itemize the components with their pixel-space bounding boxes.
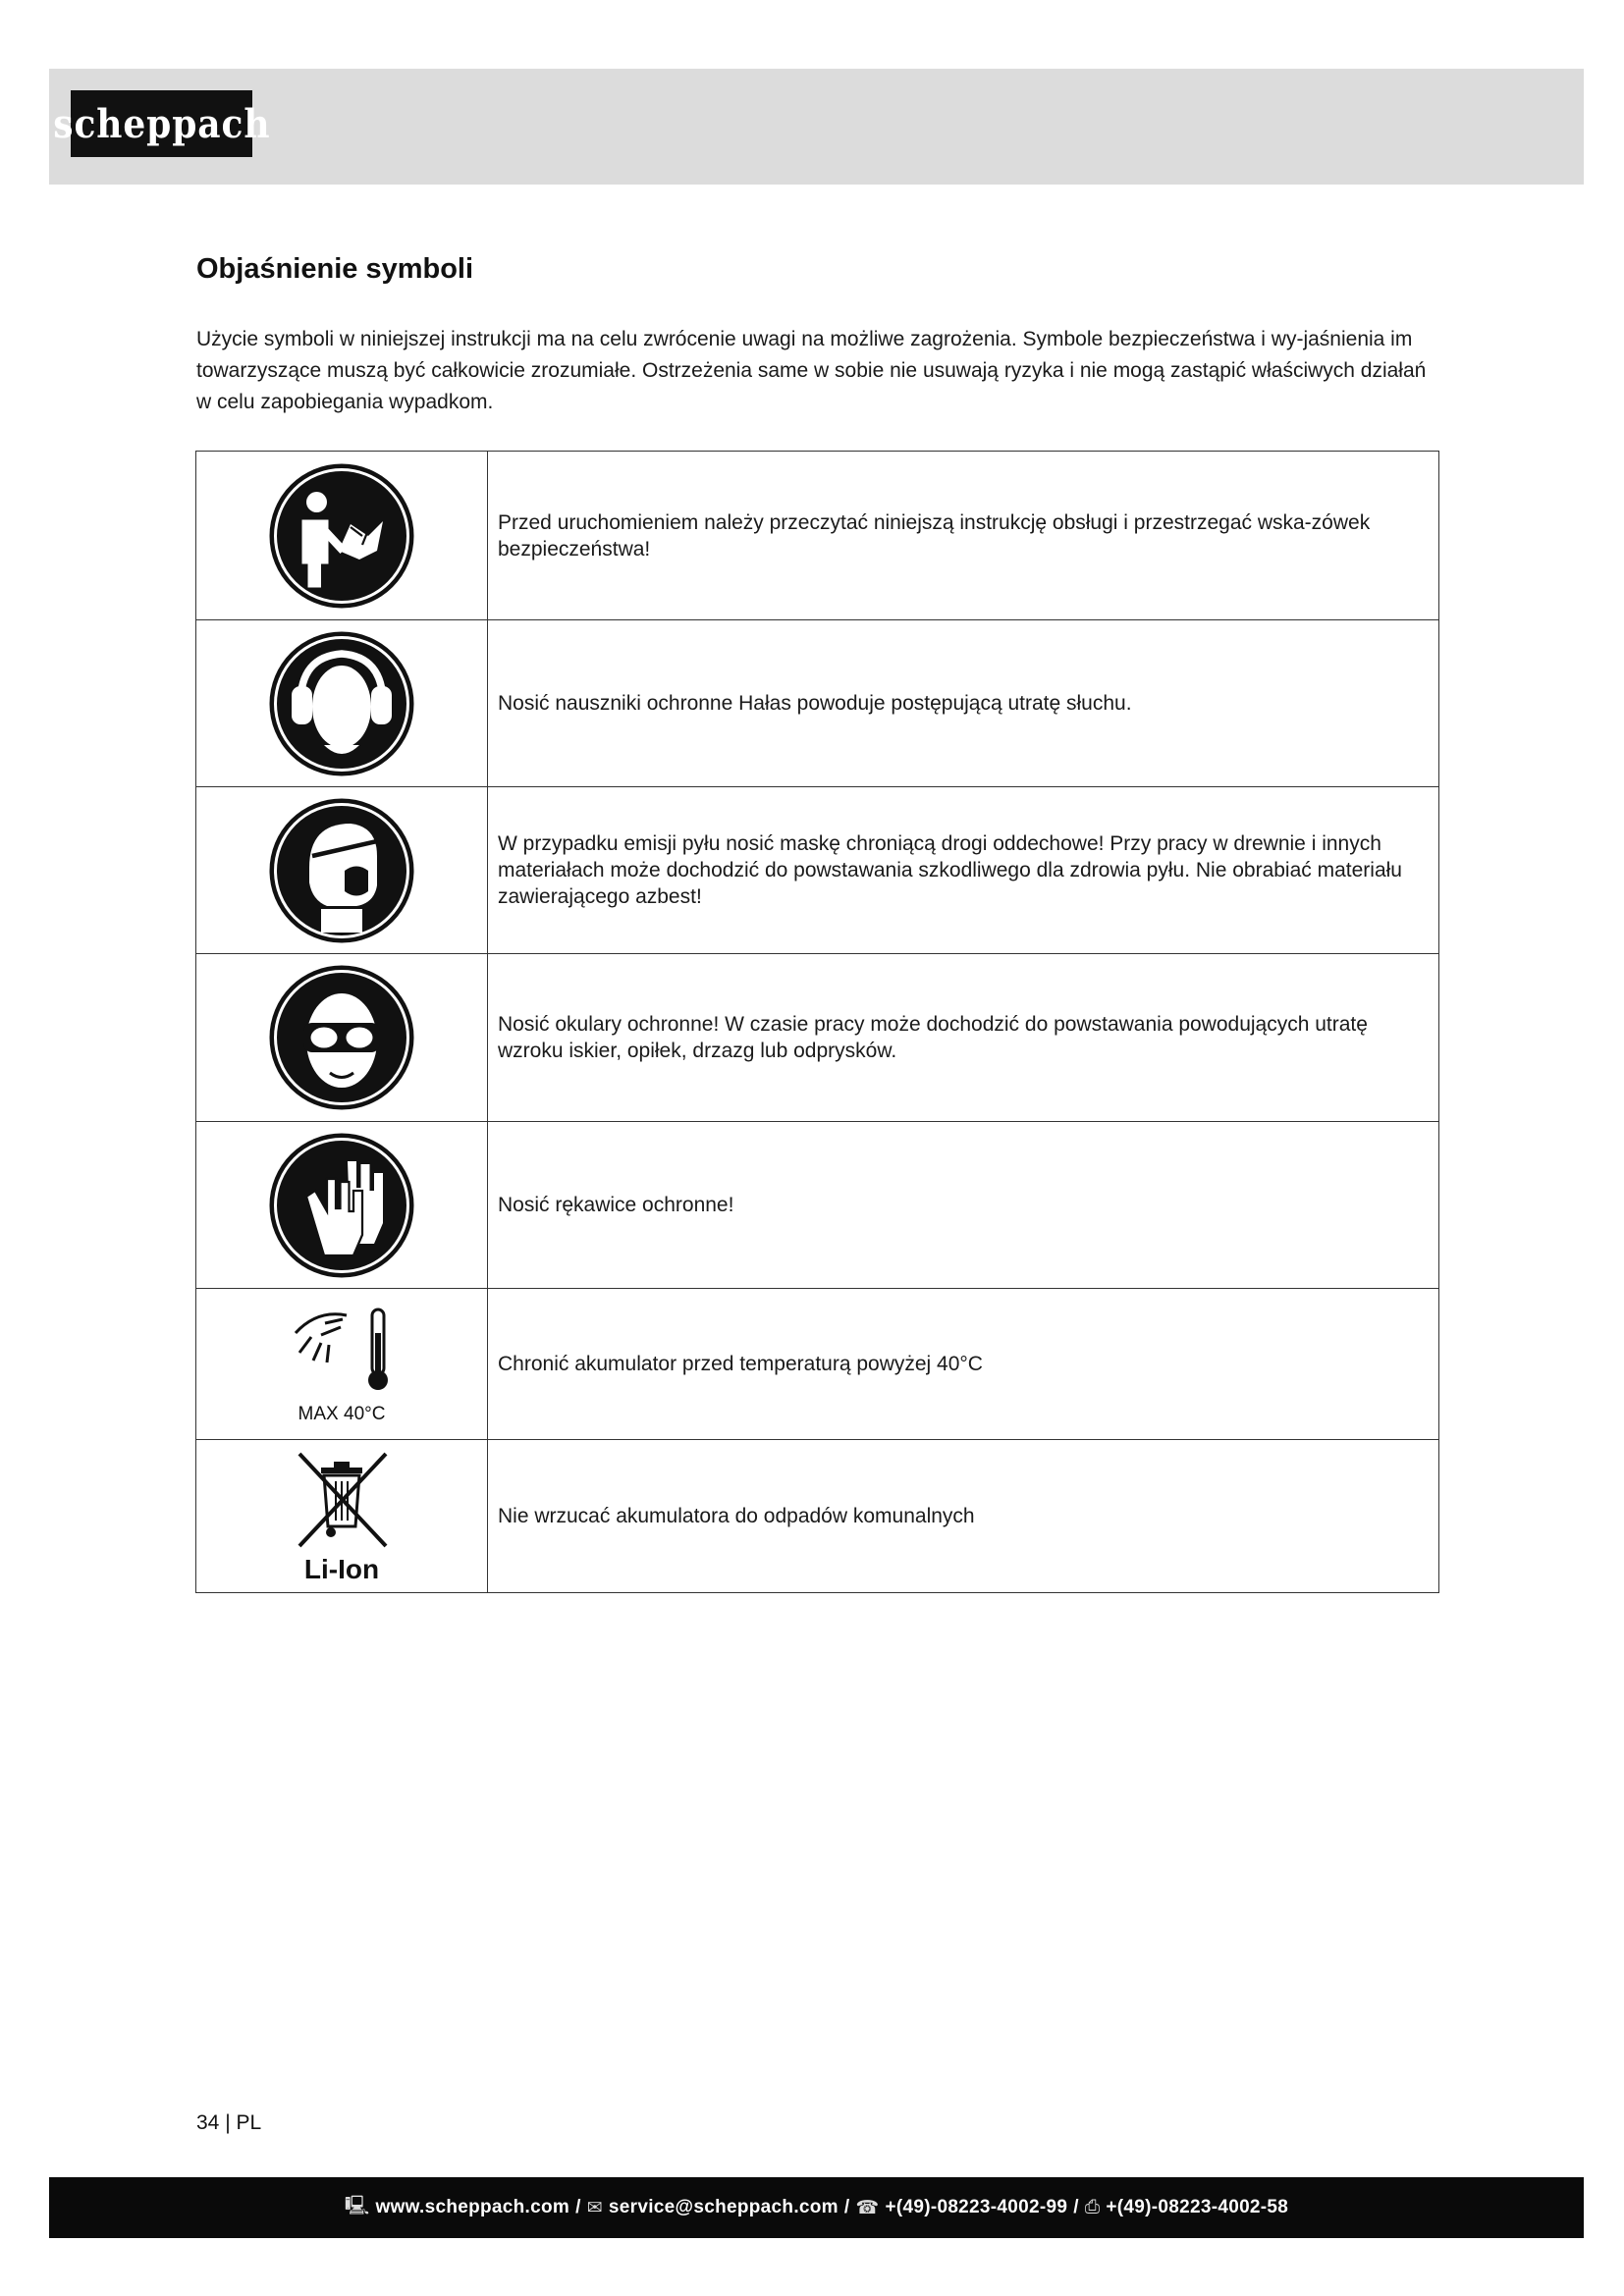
scheppach-logo: scheppach <box>71 90 252 157</box>
li-ion-label: Li-Ion <box>303 1553 380 1584</box>
symbol-description: Przed uruchomieniem należy przeczytać niniejszą instrukcję obsługi i przestrzegać wska-zówek bezpieczeństwa! <box>488 452 1439 620</box>
symbol-description: Nosić okulary ochronne! W czasie pracy może dochodzić do powstawania powodujących utratę wzroku iskier, opiłek, drzazg lub odprysków. <box>488 954 1439 1122</box>
page-number: 34 | PL <box>196 2111 262 2134</box>
symbol-description: Nie wrzucać akumulatora do odpadów komunalnych <box>488 1440 1439 1593</box>
phone-icon: ☎ <box>855 2197 880 2218</box>
table-row <box>196 452 1439 620</box>
fax-icon: ⎙ <box>1084 2197 1101 2217</box>
table-row <box>196 1440 1439 1593</box>
protective-gloves-icon <box>268 1132 415 1279</box>
fax-number: +(49)-08223-4002-58 <box>1106 2197 1289 2217</box>
computer-icon: 🖳 <box>344 2196 370 2216</box>
website-link[interactable]: www.scheppach.com <box>375 2197 570 2217</box>
mail-icon: ✉ <box>586 2197 603 2218</box>
table-row <box>196 954 1439 1122</box>
no-household-waste-icon <box>288 1448 396 1556</box>
max-temperature-icon <box>278 1304 406 1402</box>
symbol-description: W przypadku emisji pyłu nosić maskę chroniącą drogi oddechowe! Przy pracy w drewnie i innych materiałach może dochodzić do powstawania szkodliwego dla zdrowia pyłu. Nie obrabiać materiału zawierającego azbest! <box>488 787 1439 954</box>
phone-number: +(49)-08223-4002-99 <box>885 2197 1068 2217</box>
symbol-description: Nosić nauszniki ochronne Hałas powoduje postępującą utratę słuchu. <box>488 620 1439 787</box>
safety-goggles-icon <box>268 964 415 1111</box>
table-row <box>196 1289 1439 1440</box>
dust-mask-icon <box>268 797 415 944</box>
symbol-description: Nosić rękawice ochronne! <box>488 1122 1439 1289</box>
intro-paragraph: Użycie symboli w niniejszej instrukcji ma na celu zwrócenie uwagi na możliwe zagrożenia. Symbole bezpieczeństwa i wy-jaśnienia im towarzyszące muszą być całkowicie zrozumiałe. Ostrzeżenia same w sobie nie usuwają ryzyka i nie mogą zastąpić właściwych działań w celu zapobiegania wypadkom. <box>196 328 1427 413</box>
symbol-description: Chronić akumulator przed temperaturą powyżej 40°C <box>488 1289 1439 1440</box>
page-title: Objaśnienie symboli <box>196 253 474 285</box>
footer-contact-bar: 🖳 www.scheppach.com / ✉ service@scheppach.com / ☎ +(49)-08223-4002-99 / ⎙ +(49)-08223-4002-58 <box>49 2177 1584 2238</box>
table-row <box>196 1122 1439 1289</box>
header-band <box>49 69 1584 185</box>
symbols-table <box>195 451 1439 1593</box>
email-link[interactable]: service@scheppach.com <box>608 2197 839 2217</box>
read-manual-icon <box>268 462 415 610</box>
max-temperature-label: MAX 40°C <box>298 1403 386 1424</box>
table-row <box>196 787 1439 954</box>
table-row <box>196 620 1439 787</box>
ear-protection-icon <box>268 630 415 777</box>
